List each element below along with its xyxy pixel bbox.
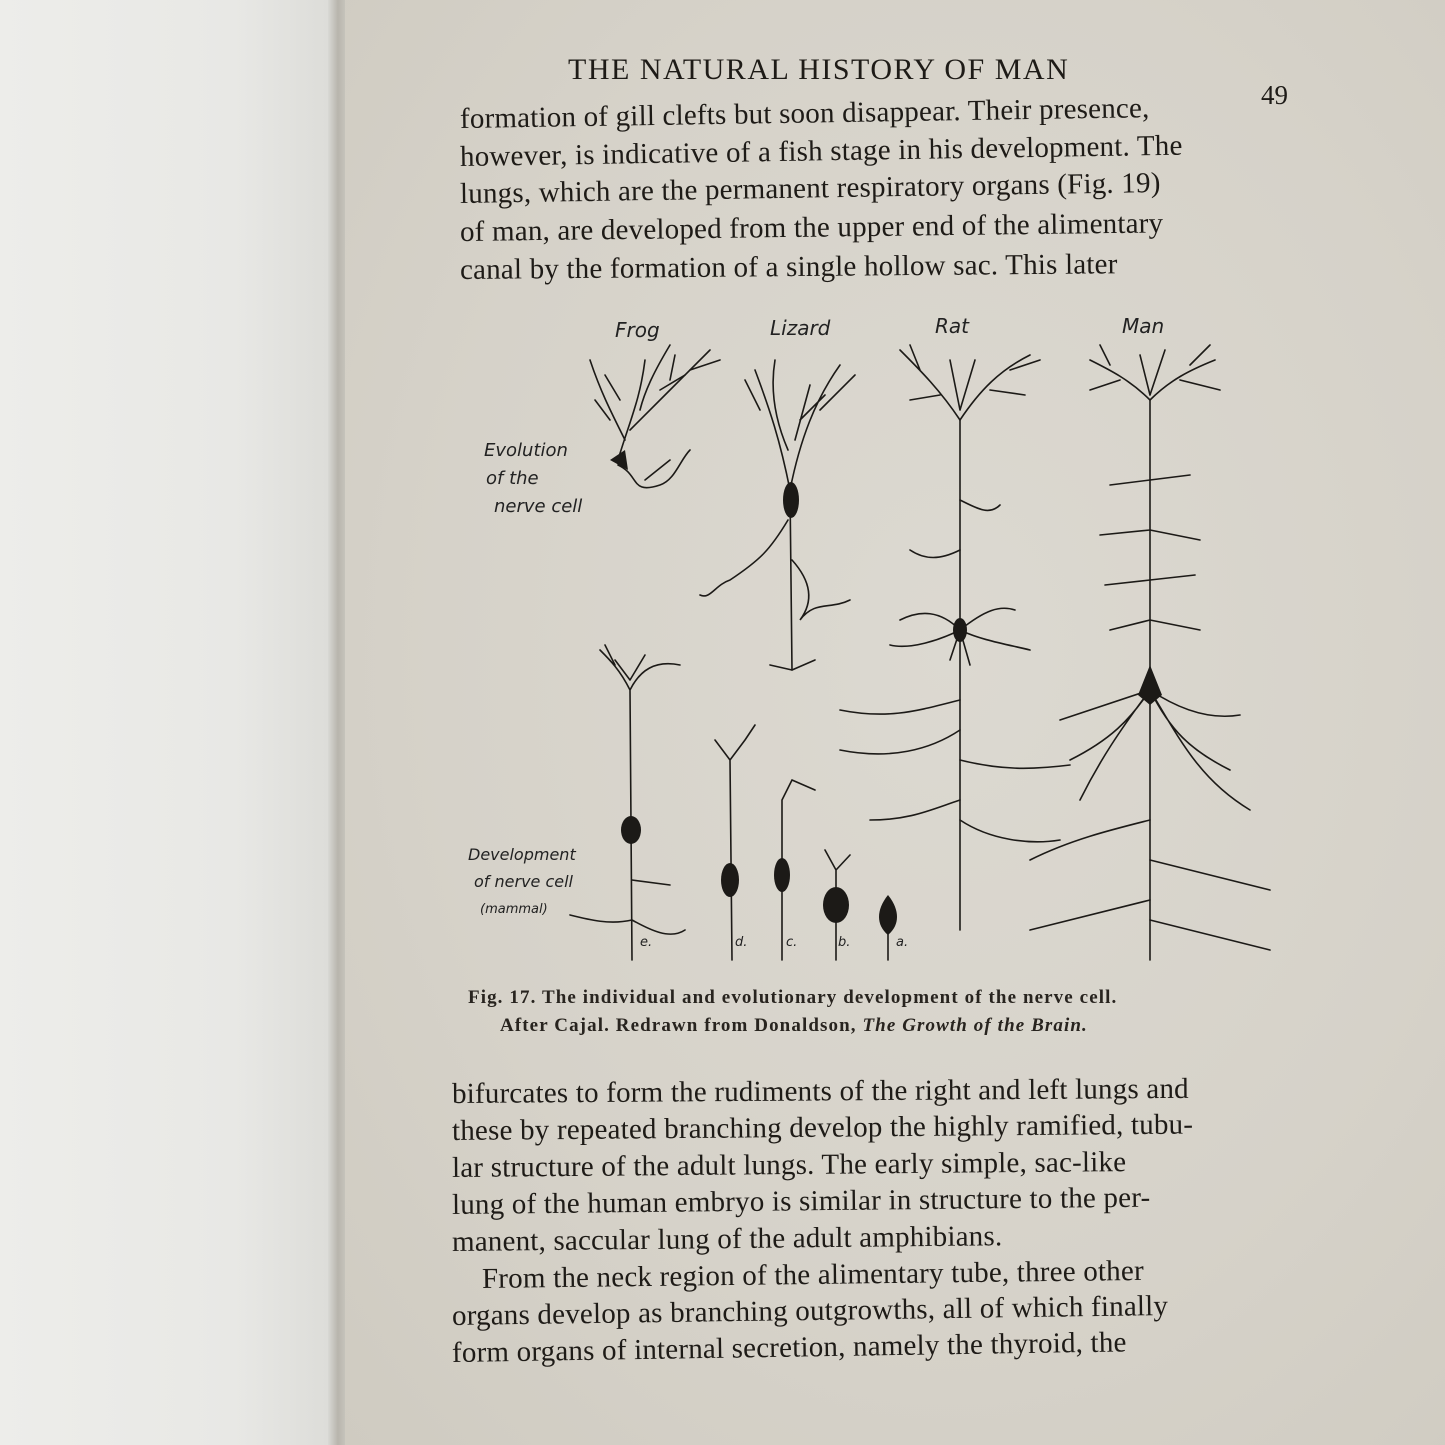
text-line: manent, saccular lung of the adult amphibians.	[451, 1220, 1003, 1258]
stage-b-soma	[823, 887, 849, 923]
species-label-man: Man	[1122, 314, 1165, 338]
text-line: organs develop as branching outgrowths, all of which finally	[451, 1290, 1169, 1332]
text-line: these by repeated branching develop the highly ramified, tubu-	[451, 1108, 1194, 1147]
stage-letter-c: c.	[786, 935, 798, 950]
text-line: canal by the formation of a single hollow sac. This later	[459, 248, 1118, 286]
text-line: formation of gill clefts but soon disappear. Their presence,	[459, 92, 1150, 135]
species-label-frog: Frog	[615, 318, 660, 342]
text-line: of man, are developed from the upper end of the alimentary	[459, 207, 1164, 248]
left-page-blank	[0, 0, 335, 1445]
evolution-label-line: Evolution	[484, 440, 568, 461]
text-line: however, is indicative of a fish stage in his development. The	[459, 129, 1183, 173]
stage-letter-d: d.	[735, 935, 748, 950]
stage-c-soma	[774, 858, 790, 892]
species-label-lizard: Lizard	[770, 316, 831, 340]
stage-e-soma	[621, 816, 641, 844]
page-number: 49	[1261, 80, 1288, 110]
text-line: From the neck region of the alimentary tube, three other	[481, 1254, 1145, 1295]
text-line: lung of the human embryo is similar in structure to the per-	[451, 1181, 1151, 1221]
stage-a-soma	[879, 895, 897, 935]
evolution-label-line: nerve cell	[494, 496, 583, 517]
nerve-cell-figure	[470, 300, 1290, 980]
lizard-neuron-drawing	[700, 360, 855, 670]
frog-neuron-drawing	[590, 345, 720, 488]
lizard-soma	[783, 482, 799, 518]
caption-credit: After Cajal. Redrawn from Donaldson,	[500, 1015, 863, 1036]
text-line: lungs, which are the permanent respiratory organs (Fig. 19)	[459, 166, 1161, 210]
stage-letter-e: e.	[640, 935, 653, 950]
evolution-label-line: of the	[486, 468, 539, 489]
development-label-line: Development	[468, 845, 576, 864]
caption-book-title: The Growth of the Brain.	[862, 1015, 1088, 1036]
man-soma	[1138, 665, 1162, 705]
stage-d-soma	[721, 863, 739, 897]
text-line: bifurcates to form the rudiments of the right and left lungs and	[451, 1072, 1189, 1110]
stage-letter-a: a.	[896, 935, 909, 950]
nerve-cell-drawings	[470, 300, 1290, 980]
man-neuron-drawing	[1030, 345, 1270, 960]
species-label-rat: Rat	[935, 314, 969, 338]
text-line: form organs of internal secretion, namely the thyroid, the	[451, 1326, 1127, 1369]
figure-caption-line1: Fig. 17. The individual and evolutionary development of the nerve cell.	[468, 987, 1118, 1008]
running-head: THE NATURAL HISTORY OF MAN	[568, 53, 1070, 86]
frog-soma	[610, 450, 628, 470]
rat-soma	[953, 618, 967, 642]
figure-caption-line2	[500, 1015, 1088, 1037]
development-label-line: (mammal)	[480, 902, 548, 917]
text-line: lar structure of the adult lungs. The early simple, sac-like	[451, 1146, 1127, 1184]
stage-letter-b: b.	[838, 935, 851, 950]
development-label-line: of nerve cell	[474, 872, 573, 891]
